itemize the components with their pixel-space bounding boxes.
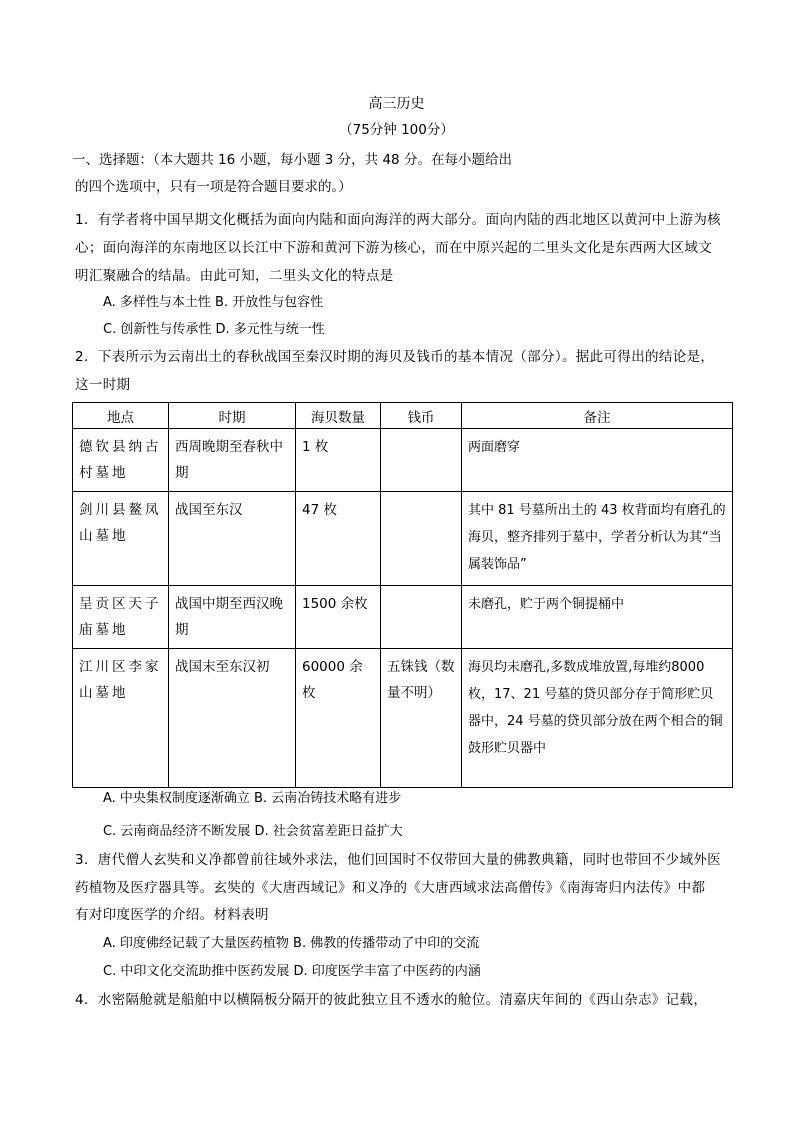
cell-note: 两面磨穿 bbox=[462, 429, 733, 492]
table-row bbox=[73, 586, 733, 649]
q1-options-cd: C. 创新性与传承性 D. 多元性与统一性 bbox=[103, 322, 325, 337]
q1-stem-line3: 明汇聚融合的结晶。由此可知，二里头文化的特点是 bbox=[75, 268, 394, 284]
q2-options-cd: C. 云南商品经济不断发展 D. 社会贫富差距日益扩大 bbox=[103, 824, 403, 839]
cell-period: 战国至东汉 bbox=[169, 492, 296, 586]
table-header-cell: 钱币 bbox=[381, 403, 462, 429]
page-title: 高三历史 bbox=[368, 96, 425, 112]
table-header-cell: 海贝数量 bbox=[296, 403, 381, 429]
table-header-cell: 时期 bbox=[169, 403, 296, 429]
cell-coin bbox=[381, 429, 462, 492]
cell-place: 德钦县纳古村墓地 bbox=[73, 429, 169, 492]
cell-count: 1500 余枚 bbox=[296, 586, 381, 649]
q1-options-ab: A. 多样性与本土性 B. 开放性与包容性 bbox=[103, 295, 324, 310]
cell-count: 1 枚 bbox=[296, 429, 381, 492]
table-header-cell: 地点 bbox=[73, 403, 169, 429]
page-subtitle: （75分钟 100分） bbox=[339, 122, 454, 138]
cell-coin: 五铢钱（数量不明） bbox=[381, 649, 462, 788]
q3-options-cd: C. 中印文化交流助推中医药发展 D. 印度医学丰富了中医药的内涵 bbox=[103, 964, 481, 979]
table-row bbox=[73, 649, 733, 788]
q1-stem-line1: 1．有学者将中国早期文化概括为面向内陆和面向海洋的两大部分。面向内陆的西北地区以黄河中上游为核 bbox=[75, 212, 722, 228]
cell-period: 战国中期至西汉晚期 bbox=[169, 586, 296, 649]
table-header-cell: 备注 bbox=[462, 403, 733, 429]
shell-coin-table bbox=[72, 402, 733, 788]
q2-stem-line1: 2．下表所示为云南出土的春秋战国至秦汉时期的海贝及钱币的基本情况（部分）。据此可得出的结论是， bbox=[75, 349, 715, 365]
cell-period: 西周晚期至春秋中期 bbox=[169, 429, 296, 492]
q2-stem-line2: 这一时期 bbox=[75, 377, 131, 393]
cell-note: 其中 81 号墓所出土的 43 枚背面均有磨孔的海贝，整齐排列于墓中，学者分析认为其“当属装饰品” bbox=[462, 492, 733, 586]
section-instruction-line2: 的四个选项中，只有一项是符合题目要求的。） bbox=[75, 179, 352, 195]
cell-count: 47 枚 bbox=[296, 492, 381, 586]
cell-period: 战国末至东汉初 bbox=[169, 649, 296, 788]
table-header-row bbox=[73, 403, 733, 429]
cell-place: 江川区李家山墓地 bbox=[73, 649, 169, 788]
cell-note: 海贝均未磨孔,多数成堆放置,每堆约8000枚，17、21 号墓的贷贝部分存于简形贮贝器中，24 号墓的贷贝部分放在两个相合的铜鼓形贮贝器中 bbox=[462, 649, 733, 788]
cell-coin bbox=[381, 586, 462, 649]
table-row bbox=[73, 492, 733, 586]
q3-stem-line3: 有对印度医学的介绍。材料表明 bbox=[75, 907, 269, 923]
q3-options-ab: A. 印度佛经记载了大量医药植物 B. 佛教的传播带动了中印的交流 bbox=[103, 936, 480, 951]
q3-stem-line1: 3．唐代僧人玄奘和义净都曾前往域外求法，他们回国时不仅带回大量的佛教典籍，同时也带回不少域外医 bbox=[75, 852, 722, 868]
cell-count: 60000 余枚 bbox=[296, 649, 381, 788]
q3-stem-line2: 药植物及医疗器具等。玄奘的《大唐西域记》和义净的《大唐西域求法高僧传》《南海寄归内法传》中都 bbox=[75, 880, 706, 896]
section-instruction-line1: 一、选择题：（本大题共 16 小题，每小题 3 分，共 48 分。在每小题给出 bbox=[72, 152, 512, 168]
cell-place: 呈贡区天子庙墓地 bbox=[73, 586, 169, 649]
cell-note: 未磨孔，贮于两个铜提桶中 bbox=[462, 586, 733, 649]
cell-place: 剑川县鳌凤山墓地 bbox=[73, 492, 169, 586]
q4-stem-line1: 4．水密隔舱就是船舶中以横隔板分隔开的彼此独立且不透水的舱位。清嘉庆年间的《西山杂志》记载， bbox=[75, 992, 708, 1008]
q1-stem-line2: 心；面向海洋的东南地区以长江中下游和黄河下游为核心，而在中原兴起的二里头文化是东西两大区域文 bbox=[75, 240, 713, 256]
table-row bbox=[73, 429, 733, 492]
cell-coin bbox=[381, 492, 462, 586]
q2-options-ab: A. 中央集权制度逐渐确立 B. 云南冶铸技术略有进步 bbox=[103, 791, 402, 806]
